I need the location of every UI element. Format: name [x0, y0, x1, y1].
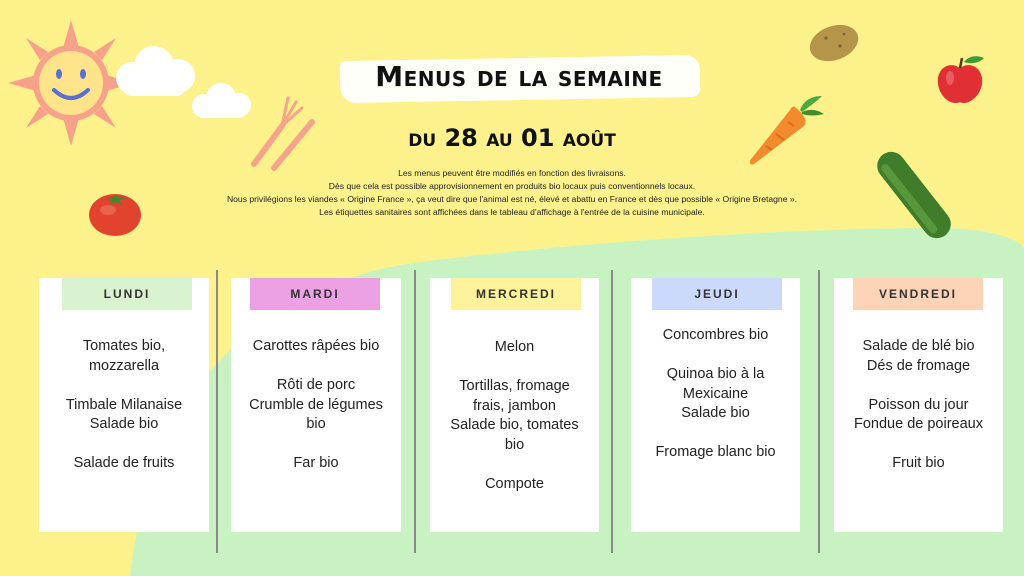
day-label: LUNDI — [62, 278, 192, 310]
potato-icon — [806, 20, 862, 66]
menu-item: Far bio — [293, 455, 339, 471]
menu-item: Timbale Milanaise — [65, 396, 183, 413]
menu-item: Fromage blanc bio — [655, 444, 776, 460]
column-divider — [818, 270, 820, 553]
menu-item: Concombres bio — [662, 327, 769, 343]
menu-items — [430, 338, 599, 494]
menu-items — [834, 337, 1003, 474]
menu-item: Salade de fruits — [73, 455, 175, 471]
menu-item: mozzarella — [88, 357, 160, 374]
column-divider — [216, 270, 218, 553]
menu-item: Crumble de légumes — [249, 396, 383, 413]
menu-items — [231, 337, 401, 474]
menu-item: Fruit bio — [892, 455, 945, 471]
day-label: VENDREDI — [853, 278, 983, 310]
tomato-icon — [86, 186, 144, 238]
menu-item: Fondue de poireaux — [854, 416, 983, 432]
menu-item: Dés de fromage — [866, 357, 971, 374]
carrot-icon — [746, 94, 828, 168]
menu-item: Salade bio — [681, 405, 750, 421]
page-title: Menus de la semaine — [375, 60, 663, 93]
menu-item: Compote — [485, 475, 544, 492]
note-line: Les étiquettes sanitaires sont affichées dans le tableau d'affichage à l'entrée de la cuisine municipale. — [319, 207, 705, 217]
note-line: Nous privilégions les viandes « Origine France », ça veut dire que l'animal est né, élevé et abattu en France et dès que possible « Origine Bretagne ». — [226, 194, 798, 204]
date-range-subtitle: du 28 au 01 août — [408, 124, 616, 152]
notes-block — [150, 167, 874, 219]
day-card-lundi — [39, 278, 209, 532]
apple-icon — [934, 52, 990, 108]
menu-item: Rôti de porc — [276, 377, 356, 393]
menu-items — [631, 326, 800, 463]
day-label: MERCREDI — [451, 278, 581, 310]
day-label: JEUDI — [652, 278, 782, 310]
note-line: Les menus peuvent être modifiés en fonction des livraisons. — [398, 168, 626, 178]
day-card-jeudi — [631, 278, 800, 532]
day-card-mardi — [231, 278, 401, 532]
cucumber-icon — [874, 148, 954, 242]
menu-item: frais, jambon — [472, 397, 556, 414]
day-label: MARDI — [250, 278, 380, 310]
note-line: Dès que cela est possible approvisionnement en produits bio locaux puis conventionnels locaux. — [328, 181, 696, 191]
menu-item: Melon — [494, 339, 535, 355]
menu-item: Salade bio, tomates — [450, 417, 579, 433]
menu-item: Salade de blé bio — [862, 338, 975, 354]
menu-item: Quinoa bio à la — [666, 366, 765, 382]
fork-knife-icon — [244, 92, 320, 172]
menu-item: bio — [306, 416, 326, 432]
menu-item: Mexicaine — [682, 385, 749, 402]
menu-item: Poisson du jour — [868, 396, 969, 413]
menu-items — [39, 337, 209, 474]
menu-item: bio — [504, 436, 525, 453]
column-divider — [414, 270, 416, 553]
menu-item: Tomates bio, — [82, 338, 166, 354]
day-card-vendredi — [834, 278, 1003, 532]
column-divider — [611, 270, 613, 553]
title-banner — [358, 52, 680, 102]
day-card-mercredi — [430, 278, 599, 532]
menu-item: Salade bio — [89, 416, 159, 432]
menu-item: Carottes râpées bio — [252, 338, 380, 354]
menu-item: Tortillas, fromage — [459, 378, 570, 394]
